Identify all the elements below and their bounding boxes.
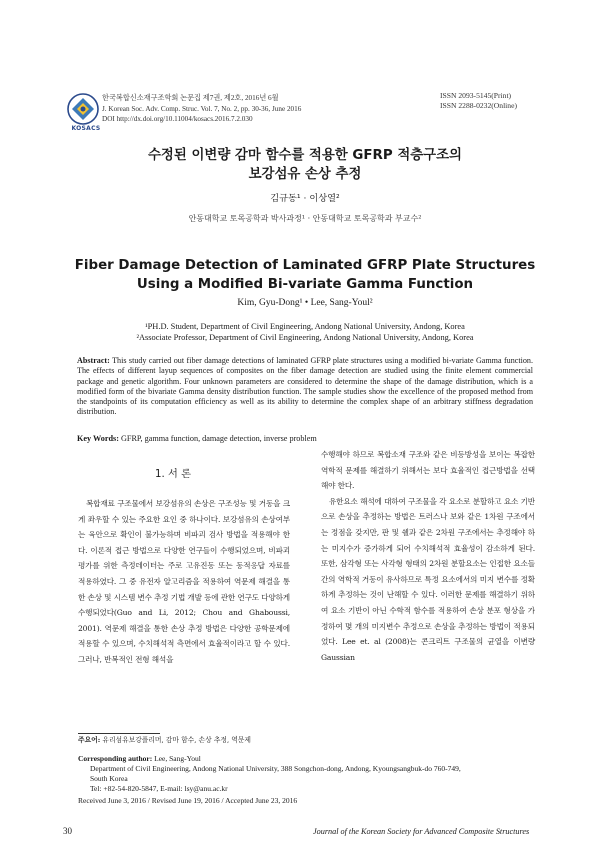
english-title-line2: Using a Modified Bi-variate Gamma Function xyxy=(136,277,474,292)
keywords xyxy=(77,434,533,443)
footnote-divider xyxy=(78,733,160,734)
korean-title-line2: 보강섬유 손상 추정 xyxy=(248,166,362,182)
page-number: 30 xyxy=(63,826,72,836)
right-column xyxy=(321,447,535,665)
left-paragraph-1: 복합재료 구조물에서 보강섬유의 손상은 구조성능 및 거동을 크게 좌우할 수 있는 주요한 요인 중 하나이다. 보강섬유의 손상여부는 육안으로 확인이 불가능하며 비파괴 검사 방법을 적용해야 한다. 이론적 접근 방법으로 다양한 연구들이 수행되었으며, 비파괴평가를 위한 측정데이터는 주로 고유진동 또는 동적응답 자료를 적용하였다. 그 중 유전자 알고리즘을 적용하여 역문제 해결을 통한 손상 및 시스템 변수 추정 기법 개발 등에 관한 연구도 다양하게 수행되었다(Guo and Li, 2012; Chou and Ghaboussi, 2001). 역문제 해결을 통한 손상 추정 방법은 다양한 공학문제에 적용할 수 있으며, 수치해석적 측면에서 효율적이라고 할 수 있다. 그러나, 반복적인 전형 해석을 xyxy=(78,499,290,664)
abstract-text: This study carried out fiber damage detections of laminated GFRP plate structures using a modified bi-variate Gamma function. The effects of different layup sequences of composites on the fiber damage detection are studied using the finite element commercial package and genetic algorithm. Four unknown parameters are considered to determine the shape of the damage distribution, which is a modified form of the bivariate Gamma density distribution function. The sample studies show the excellence of the proposed method from the standpoints of its computation efficiency as well as its ability to determine the complex shape of an arbitrary stiffness degradation distribution. xyxy=(77,356,533,417)
issn-block xyxy=(440,91,517,110)
english-title-line1: Fiber Damage Detection of Laminated GFRP Plate Structures xyxy=(74,258,536,273)
right-paragraph-2: 유한요소 해석에 대하여 구조물을 각 요소로 분할하고 요소 기반으로 손상을 추정하는 방법은 트러스나 보와 같은 1차원 구조에서는 정점을 갖지만, 판 및 쉘과 같은 2차원 구조에서는 추정해야 하는 미지수가 증가하게 되어 수치해석적 효율성이 감소하게 된다. 또한, 삼각형 또는 사각형 형태의 2차원 분할요소는 인접한 요소들 간의 역학적 거동이 유사하므로 특정 요소에서의 미지 변수를 정확하게 추정하는 것이 난해할 수 있다. 이러한 문제를 해결하기 위하여 요소 기반이 아닌 수학적 함수를 적용하여 손상 분포 형상을 가정하여 몇 개의 미지변수 추정으로 손상을 추정하는 방법이 적용되었다. Lee et. al (2008)는 콘크리트 구조물의 균열을 이변량 Gaussian xyxy=(321,496,535,662)
corresponding-country: South Korea xyxy=(90,774,128,783)
keywords-text: GFRP, gamma function, damage detection, inverse problem xyxy=(120,434,317,443)
korean-title-line1: 수정된 이변량 감마 함수를 적용한 GFRP 적층구조의 xyxy=(147,148,462,163)
affiliation-1: ¹PH.D. Student, Department of Civil Engineering, Andong National University, Andong, Korea xyxy=(145,322,465,331)
english-affiliations xyxy=(40,322,570,343)
footnote-keywords xyxy=(78,735,251,746)
footnote-label: 주요어: xyxy=(78,736,101,744)
keywords-label: Key Words: xyxy=(77,434,119,443)
footnote-text: 유리섬유보강플리머, 감마 함수, 손상 추정, 역문제 xyxy=(102,736,251,744)
issn-online: ISSN 2288-0232(Online) xyxy=(440,100,517,110)
english-authors: Kim, Gyu-Dong¹ • Lee, Sang-Youl² xyxy=(237,298,373,308)
issn-print: ISSN 2093-5145(Print) xyxy=(440,91,512,100)
journal-name-footer: Journal of the Korean Society for Advanced Composite Structures xyxy=(313,827,530,836)
section-heading: 1. 서 론 xyxy=(155,469,191,480)
corresponding-contact: Tel: +82-54-820-5847, E-mail: lsy@anu.ac.kr xyxy=(90,784,228,793)
journal-header xyxy=(102,93,301,125)
corresponding-author-name: Lee, Sang-Youl xyxy=(154,754,201,763)
korean-title xyxy=(40,147,570,184)
korean-affiliation: 안동대학교 토목공학과 박사과정¹ · 안동대학교 토목공학과 부교수² xyxy=(188,214,422,223)
journal-header-english: J. Korean Soc. Adv. Comp. Struc. Vol. 7, No. 2, pp. 30-36, June 2016 xyxy=(102,104,302,113)
english-title xyxy=(40,256,570,294)
abstract-label: Abstract: xyxy=(77,356,110,365)
doi-link[interactable]: DOI http://dx.doi.org/10.11004/kosacs.2016.7.2.030 xyxy=(102,115,253,123)
corresponding-author-label: Corresponding author: xyxy=(78,754,153,763)
journal-header-korean: 한국복합신소재구조학회 논문집 제7권, 제2호, 2016년 6월 xyxy=(102,94,279,102)
affiliation-2: ²Associate Professor, Department of Civil Engineering, Andong National University, Andong, Korea xyxy=(136,332,474,342)
right-paragraph-1: 수행해야 하므로 복합소재 구조와 같은 비등방성을 보이는 복잡한 역학적 문제를 해결하기 위해서는 보다 효율적인 접근방법을 선택해야 한다. xyxy=(321,450,535,491)
journal-logo xyxy=(66,92,100,126)
corresponding-author-block xyxy=(78,754,538,794)
left-column xyxy=(78,496,290,668)
corresponding-address: Department of Civil Engineering, Andong National University, 388 Songchon-dong, Andong, Kyoungsangbuk-do 760-749, xyxy=(90,764,461,773)
korean-authors: 김규동¹ · 이상열² xyxy=(270,193,340,204)
abstract xyxy=(77,356,533,418)
received-dates: Received June 3, 2016 / Revised June 19, 2016 / Accepted June 23, 2016 xyxy=(78,796,298,805)
logo-text: KOSACS xyxy=(71,125,101,132)
